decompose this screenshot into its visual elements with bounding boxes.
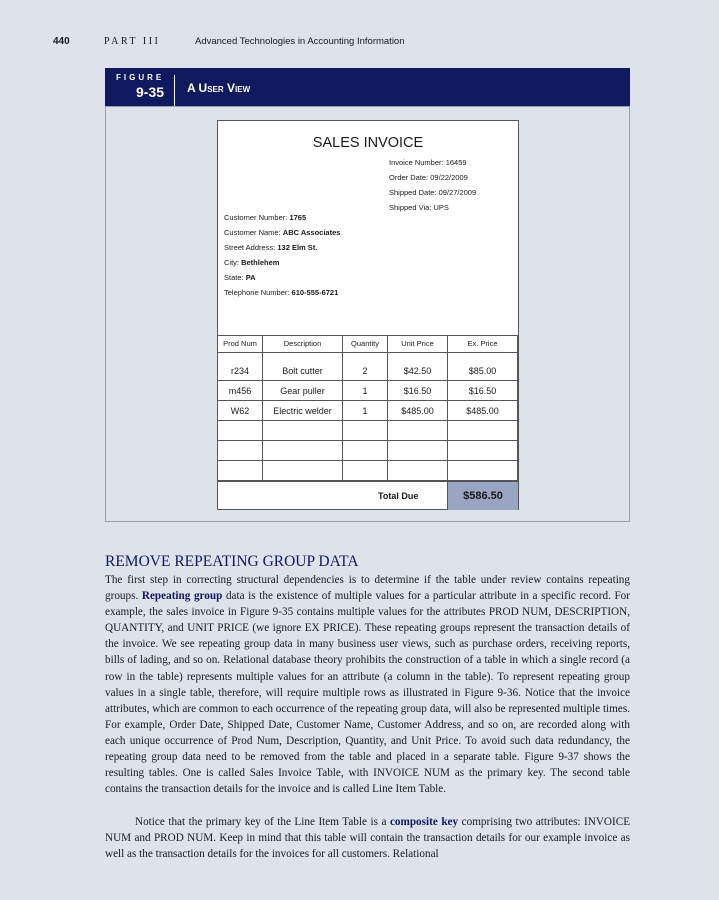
table-cell: W62 [218,401,263,421]
empty-cell [388,421,448,441]
table-cell: $485.00 [388,401,448,421]
table-spacer [388,353,448,361]
table-cell: Gear puller [263,381,343,401]
street-address: Street Address: 132 Elm St. [224,243,318,252]
total-due-label: Total Due [378,491,419,501]
invoice-number: Invoice Number: 16459 [389,158,467,167]
empty-cell [343,461,388,481]
shipped-date: Shipped Date: 09/27/2009 [389,188,477,197]
running-title: Advanced Technologies in Accounting Information [195,36,405,47]
empty-cell [263,461,343,481]
empty-cell [448,421,518,441]
empty-cell [388,441,448,461]
table-spacer [218,353,263,361]
empty-cell [218,441,263,461]
telephone-number: Telephone Number: 610-555-6721 [224,288,339,297]
body-paragraph-2: Notice that the primary key of the Line Item Table is a composite key comprising two attributes: INVOICE NUM and PROD NUM. Keep in mind that this table will contain the transaction details for our example invoice as well as the transaction details for the invoices for all customers. Relational [105,816,631,861]
invoice-title: SALES INVOICE [312,135,424,151]
table-cell: Bolt cutter [263,361,343,381]
table-cell: $42.50 [388,361,448,381]
figure-number: 9-35 [136,84,165,100]
column-header: Ex. Price [448,335,518,353]
empty-cell [343,441,388,461]
table-cell: $16.50 [448,381,518,401]
table-spacer [448,353,518,361]
table-cell: 1 [343,401,388,421]
figure-caption-bar [105,68,630,106]
running-header [0,34,719,50]
empty-cell [343,421,388,441]
empty-cell [448,461,518,481]
table-spacer [263,353,343,361]
table-spacer [343,353,388,361]
empty-cell [263,441,343,461]
column-header: Quantity [343,335,388,353]
figure-title: A User View [187,81,251,95]
table-cell: 1 [343,381,388,401]
sales-invoice [217,120,519,510]
column-header: Unit Price [388,335,448,353]
customer-number: Customer Number: 1765 [224,213,307,222]
shipped-via: Shipped Via: UPS [389,203,449,212]
empty-cell [218,461,263,481]
table-cell: $485.00 [448,401,518,421]
table-cell: r234 [218,361,263,381]
empty-cell [218,421,263,441]
state: State: PA [224,273,256,282]
empty-cell [388,461,448,481]
table-cell: m456 [218,381,263,401]
table-cell: $16.50 [388,381,448,401]
section-heading: REMOVE REPEATING GROUP DATA [105,553,359,570]
page-number: 440 [53,36,70,47]
column-header: Description [263,335,343,353]
keyword-repeating-group: Repeating group [141,590,223,603]
customer-name: Customer Name: ABC Associates [224,228,341,237]
body-paragraph-1: The first step in correcting structural dependencies is to determine if the table under review contains repeating groups. Repeating group data is the existence of multiple values for a particular attribute in a specific record. For example, the sales invoice in Figure 9-35 contains multiple values for the attributes PROD NUM, DESCRIPTION, QUANTITY, and UNIT PRICE (we ignore EX PRICE). These repeating groups represent the transaction details of the invoice. We see repeating group data in many business user views, such as purchase orders, receiving reports, bills of lading, and so on. Relational database theory prohibits the construction of a table in which a single record (a row in the table) represents multiple values for an attribute (a column in the table). To represent repeating group values in a single table, therefore, will require multiple rows as illustrated in Figure 9-36. Notice that the invoice attributes, which are common to each occurrence of the repeating group data, will also be represented multiple times. For example, Order Date, Shipped Date, Customer Name, Customer Address, and so on, are recorded along with each unique occurrence of Prod Num, Description, Quantity, and Unit Price. To avoid such data redundancy, the repeating group data need to be removed from the table and placed in a separate table. Figure 9-37 shows the resulting tables. One is called Sales Invoice Table, with INVOICE NUM as the primary key. The second table contains the transaction details for the invoice and is called Line Item Table. [105,574,631,796]
total-row [218,481,518,510]
empty-cell [448,441,518,461]
empty-cell [263,421,343,441]
table-cell: 2 [343,361,388,381]
part-label: PART III [104,36,161,47]
keyword-composite-key: composite key [389,816,459,828]
order-date: Order Date: 09/22/2009 [389,173,468,182]
column-header: Prod Num [218,335,263,353]
figure-divider [174,75,175,106]
table-cell: Electric welder [263,401,343,421]
total-due-value: $586.50 [447,482,518,510]
city: City: Bethlehem [224,258,280,267]
table-cell: $85.00 [448,361,518,381]
figure-label: FIGURE [116,73,165,82]
